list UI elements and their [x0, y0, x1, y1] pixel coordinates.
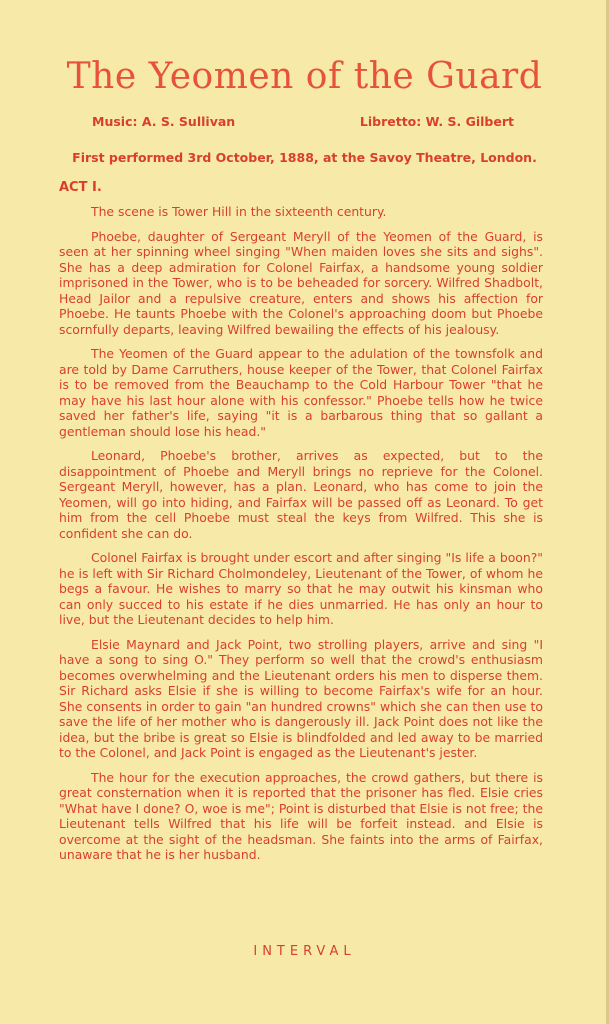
act-heading: ACT I. [59, 180, 102, 195]
synopsis-paragraph: Colonel Fairfax is brought under escort and after singing "Is life a boon?" he is left with Sir Richard Cholmondeley, Lieutenant of the Tower, of whom he begs a favour. He wishes to marry so that he may outwit his kinsman who can only succed to his estate if he dies unmarried. He has only an hour to live, but the Lieutenant decides to help him. [59, 550, 543, 627]
synopsis-paragraph: Elsie Maynard and Jack Point, two strolling players, arrive and sing "I have a song to sing O." They perform so well that the crowd's enthusiasm becomes overwhelming and the Lieutenant orders his men to disperse them. Sir Richard asks Elsie if she is willing to become Fairfax's wife for an hour. She consents in order to gain "an hundred crowns" which she can then use to save the life of her mother who is dangerously ill. Jack Point does not like the idea, but the bribe is great so Elsie is blindfolded and led away to be married to the Colonel, and Jack Point is engaged as the Lieutenant's jester. [59, 636, 543, 760]
interval-label: INTERVAL [253, 944, 356, 959]
page-title: The Yeomen of the Guard [66, 56, 543, 97]
synopsis-paragraph: The hour for the execution approaches, the crowd gathers, but there is great consternation when it is reported that the prisoner has fled. Elsie cries "What have I done? O, woe is me"; Point is disturbed that Elsie is not free; the Lieutenant tells Wilfred that his life will be forfeit instead. and Elsie is overcome at the sight of the headsman. She faints into the arms of Fairfax, unaware that he is her husband. [59, 769, 543, 862]
libretto-credit: Libretto: W. S. Gilbert [359, 114, 514, 129]
synopsis-paragraph: The scene is Tower Hill in the sixteenth century. [91, 204, 387, 219]
synopsis-body [59, 204, 543, 872]
first-performed-line: First performed 3rd October, 1888, at the Savoy Theatre, London. [72, 150, 537, 165]
music-credit: Music: A. S. Sullivan [92, 114, 236, 129]
synopsis-paragraph: Leonard, Phoebe's brother, arrives as expected, but to the disappointment of Phoebe and Meryll brings no reprieve for the Colonel. Sergeant Meryll, however, has a plan. Leonard, who has come to join the Yeomen, will go into hiding, and Fairfax will be passed off as Leonard. To get him from the cell Phoebe must steal the keys from Wilfred. This she is confident she can do. [59, 448, 543, 541]
synopsis-paragraph: Phoebe, daughter of Sergeant Meryll of the Yeomen of the Guard, is seen at her spinning wheel singing "When maiden loves she sits and sighs". She has a deep admiration for Colonel Fairfax, a handsome young soldier imprisoned in the Tower, who is to be beheaded for sorcery. Wilfred Shadbolt, Head Jailor and a repulsive creature, enters and shows his affection for Phoebe. He taunts Phoebe with the Colonel's approaching doom but Phoebe scornfully departs, leaving Wilfred bewailing the effects of his jealousy. [59, 228, 543, 337]
synopsis-paragraph: The Yeomen of the Guard appear to the adulation of the townsfolk and are told by Dame Carruthers, house keeper of the Tower, that Colonel Fairfax is to be removed from the Beauchamp to the Cold Harbour Tower "that he may have his last hour alone with his confessor." Phoebe tells how he twice saved her father's life, saying "it is a barbarous thing that so gallant a gentleman should lose his head." [59, 346, 543, 439]
